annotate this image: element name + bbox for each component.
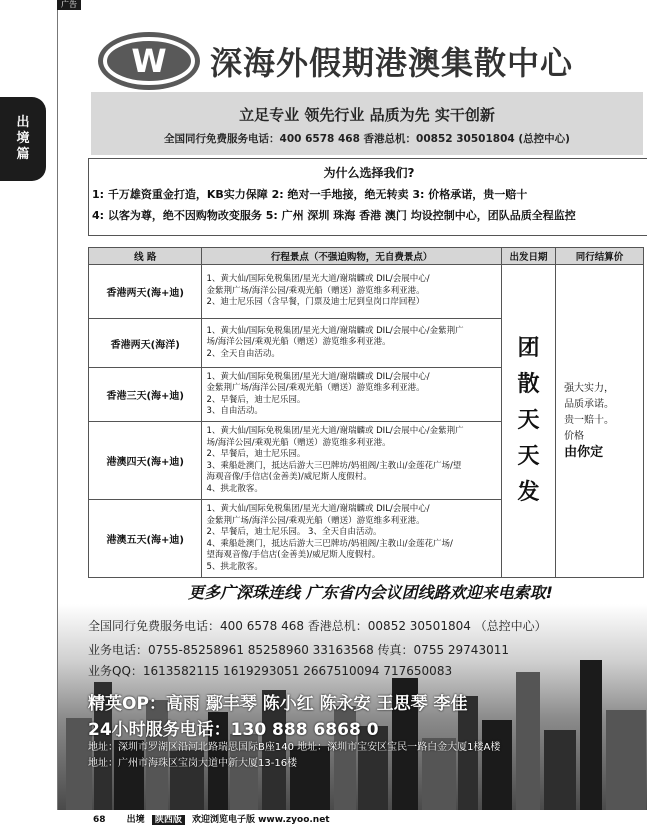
header-route: 线 路 — [89, 248, 202, 265]
section-tab-outbound[interactable] — [0, 97, 46, 181]
slogan-text: 立足专业 领先行业 品质为先 实干创新 — [239, 106, 495, 124]
contact-hotline: 全国同行免费服务电话：400 6578 468 香港总机：00852 30501804 （总控中心） — [88, 619, 547, 633]
brand-name: 深海外假期港澳集散中心 — [210, 44, 574, 82]
why-title: 为什么选择我们? — [323, 166, 415, 180]
header-price: 同行结算价 — [556, 248, 644, 265]
price-line-2: 品质承诺。 — [564, 399, 615, 410]
depart-text: 团散天天发 — [517, 336, 540, 505]
why-line-1: 1: 千万雄资重金打造，KB实力保障 2: 绝对一手地接，绝无转卖 3: 价格承诺，贵一赔十 — [92, 188, 528, 201]
header-itinerary: 行程景点（不强迫购物，无自费景点） — [202, 248, 501, 265]
skyline-building — [606, 710, 646, 810]
ad-tag: 广告 — [57, 0, 81, 10]
route-details: 1、黄大仙/国际免税集团/星光大道/谢瑞麟或 DIL/会展中心/ 金紫荆广场/海洋公园/乘观光船（赠送）游览维多利亚港。 2、迪士尼乐园（含早餐，门票及迪士尼到皇岗口岸回程） — [202, 265, 501, 319]
price-cell — [556, 265, 644, 578]
price-line-1: 强大实力， — [564, 383, 615, 394]
brand-header — [98, 32, 573, 90]
skyline-building — [516, 672, 540, 810]
route-details: 1、黄大仙/国际免税集团/星光大道/谢瑞麟或 DIL/会展中心/金紫荆广 场/海洋公园/乘观光船（赠送）游览维多利亚港。 2、早餐后，迪士尼乐园。 3、乘船赴澳门，抵达后游大三巴牌坊/妈祖阁/主教山/金莲花广场/望 海观音像/手信店(金善美)/威尼斯人度假村。 4、拱北散客。 — [202, 422, 501, 500]
contact-business-phone: 业务电话：0755-85258961 85258960 33163568 传真：0755 29743011 — [88, 643, 509, 657]
why-line-2: 4: 以客为尊，绝不因购物改变服务 5: 广州 深圳 珠海 香港 澳门 均设控制中心，团队品质全程监控 — [92, 209, 576, 222]
hotline-text: 全国同行免费服务电话：400 6578 468 香港总机：00852 30501804 (总控中心) — [164, 133, 570, 145]
route-details: 1、黄大仙/国际免税集团/星光大道/谢瑞麟或 DIL/会展中心/ 金紫荆广场/海洋公园/乘观光船（赠送）游览维多利亚港。 2、早餐后，迪士尼乐园。 3、自由活动。 — [202, 368, 501, 422]
route-name: 香港两天(海洋) — [89, 319, 202, 368]
price-line-3: 贵一赔十。 — [564, 415, 615, 426]
logo-letter: W — [131, 42, 167, 80]
side-tab-char-2: 境 — [16, 131, 30, 146]
why-choose-us — [88, 158, 647, 236]
address-shenzhen: 地址：深圳市罗湖区沿河北路瑞思国际B座140 地址：深圳市宝安区宝民一路白金大厦1楼A楼 — [88, 742, 501, 753]
contact-qq: 业务QQ：1613582115 1619293051 2667510094 717650083 — [88, 664, 453, 678]
skyline-building — [580, 660, 602, 810]
more-routes-banner: 更多广深珠连线 广东省内会议团线路欢迎来电索取! — [188, 583, 553, 602]
page-number: 68 — [93, 815, 106, 825]
route-details: 1、黄大仙/国际免税集团/星光大道/谢瑞麟或 DIL/会展中心/ 金紫荆广场/海洋公园/乘观光船（赠送）游览维多利亚港。 2、早餐后，迪士尼乐园。 3、全天自由活动。 4、乘船赴澳门，抵达后游大三巴牌坊/妈祖阁/主教山/金莲花广场/ 望海观音像/手信店(金善美)/威尼斯人度假村。 5、拱北散客。 — [202, 500, 501, 578]
hotline-24h: 24小时服务电话：130 888 6868 0 — [88, 720, 379, 740]
route-details: 1、黄大仙/国际免税集团/星光大道/谢瑞麟或 DIL/会展中心/金紫荆广 场/海洋公园/乘观光船（赠送）游览维多利亚港。 2、全天自由活动。 — [202, 319, 501, 368]
elite-op-names: 精英OP：高雨 鄢丰琴 陈小红 陈永安 王思琴 李佳 — [88, 694, 468, 714]
route-table — [88, 247, 644, 578]
route-name: 港澳四天(海+迪) — [89, 422, 202, 500]
side-tab-char-1: 出 — [16, 115, 30, 130]
skyline-building — [482, 720, 512, 810]
page-footer — [93, 812, 330, 825]
table-row — [89, 265, 644, 319]
depart-cell — [501, 265, 555, 578]
side-tab-char-3: 篇 — [16, 147, 30, 162]
price-line-5: 由你定 — [564, 445, 604, 460]
address-guangzhou: 地址：广州市海珠区宝岗大道中新大厦13-16楼 — [88, 758, 298, 769]
footer-section: 出境 — [126, 815, 145, 825]
skyline-building — [544, 730, 576, 810]
header-depart: 出发日期 — [501, 248, 555, 265]
table-header-row — [89, 248, 644, 265]
route-name: 香港三天(海+迪) — [89, 368, 202, 422]
ad-page — [57, 10, 647, 810]
edition-badge: 陕西版 — [152, 815, 185, 825]
price-line-4: 价格 — [564, 431, 585, 442]
brand-logo — [98, 32, 200, 90]
slogan-banner — [91, 92, 643, 155]
logo-w-icon — [98, 32, 200, 90]
route-name: 港澳五天(海+迪) — [89, 500, 202, 578]
route-name: 香港两天(海+迪) — [89, 265, 202, 319]
footer-website[interactable]: 欢迎浏览电子版 www.zyoo.net — [191, 815, 330, 825]
